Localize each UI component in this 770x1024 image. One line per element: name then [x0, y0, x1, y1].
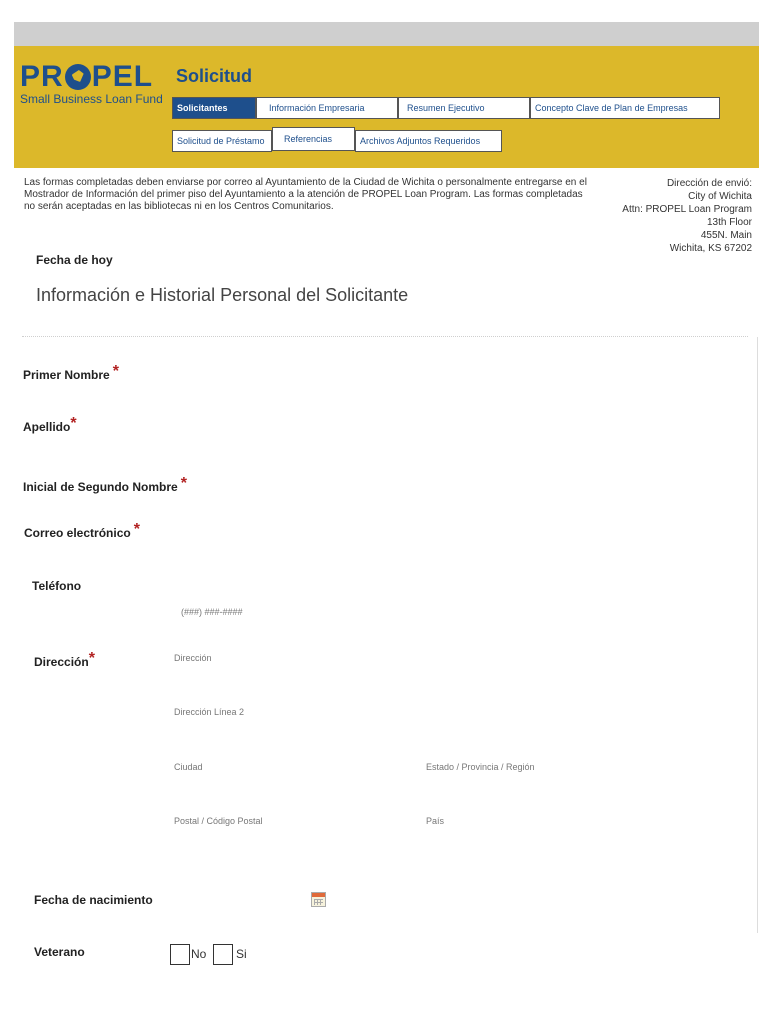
first-name-label	[23, 363, 119, 384]
veteran-yes-label: Si	[236, 947, 247, 961]
country-field[interactable]: País	[426, 816, 445, 826]
calendar-icon[interactable]	[311, 892, 326, 907]
phone-label: Teléfono	[32, 579, 82, 593]
veteran-yes-checkbox[interactable]	[213, 944, 233, 965]
submission-notice: Las formas completadas deben enviarse por correo al Ayuntamiento de la Ciudad de Wichita o personalmente entregarse en el Mostrador de Información del primer piso del Ayuntamiento a la atención de PROPEL Loan Program. Las formas completadas no serán aceptadas en las bibliotecas ni en los Centros Comunitarios.	[24, 177, 587, 212]
address-line: Attn: PROPEL Loan Program	[622, 204, 752, 215]
required-marker: *	[112, 363, 119, 380]
tab-resumen-ejecutivo[interactable]: Resumen Ejecutivo	[398, 97, 530, 119]
veteran-label: Veterano	[34, 945, 85, 959]
tab-solicitantes[interactable]: Solicitantes	[172, 97, 256, 119]
logo-text-pre: PR	[20, 60, 64, 93]
date-label: Fecha de hoy	[36, 253, 113, 267]
required-marker: *	[133, 521, 140, 538]
logo-subtitle: Small Business Loan Fund	[20, 92, 163, 106]
propel-logo	[20, 62, 163, 106]
mailing-address	[622, 177, 752, 255]
tab-archivos-adjuntos[interactable]: Archivos Adjuntos Requeridos	[355, 130, 502, 152]
last-name-label	[23, 415, 77, 436]
logo-text-post: PEL	[91, 60, 154, 93]
first-name-label-text: Primer Nombre	[23, 368, 110, 382]
required-marker: *	[88, 650, 95, 667]
middle-initial-label	[23, 475, 187, 496]
address-line1-field[interactable]: Dirección	[174, 653, 212, 663]
phone-field[interactable]: (###) ###-####	[181, 607, 243, 617]
state-field[interactable]: Estado / Provincia / Región	[426, 762, 535, 772]
globe-icon	[65, 64, 91, 90]
dob-label: Fecha de nacimiento	[34, 893, 153, 907]
address-label-text: Dirección	[34, 655, 89, 669]
middle-initial-label-text: Inicial de Segundo Nombre	[23, 480, 178, 494]
veteran-no-checkbox[interactable]	[170, 944, 190, 965]
veteran-no-label: No	[191, 947, 207, 961]
city-field[interactable]: Ciudad	[174, 762, 203, 772]
address-line: Dirección de envió:	[666, 178, 752, 189]
address-line: 455N. Main	[700, 230, 752, 241]
required-marker: *	[180, 475, 187, 492]
tab-referencias[interactable]: Referencias	[272, 127, 355, 151]
postal-code-field[interactable]: Postal / Código Postal	[174, 816, 263, 826]
section-title: Información e Historial Personal del Solicitante	[36, 285, 409, 305]
last-name-label-text: Apellido	[23, 420, 71, 434]
address-line: 13th Floor	[706, 217, 752, 228]
address-label	[34, 650, 95, 671]
required-marker: *	[70, 415, 77, 432]
email-label-text: Correo electrónico	[24, 526, 131, 540]
address-line2-field[interactable]: Dirección Línea 2	[174, 707, 245, 717]
address-line: City of Wichita	[688, 191, 752, 202]
page-title: Solicitud	[176, 66, 252, 86]
top-bar	[14, 22, 759, 46]
tab-informacion-empresaria[interactable]: Información Empresaria	[256, 97, 398, 119]
email-label	[24, 521, 140, 542]
section-divider	[22, 336, 748, 337]
address-line: Wichita, KS 67202	[669, 243, 752, 254]
tab-concepto-clave[interactable]: Concepto Clave de Plan de Empresas	[530, 97, 720, 119]
form-right-border	[757, 337, 758, 933]
tab-solicitud-prestamo[interactable]: Solicitud de Préstamo	[172, 130, 272, 152]
